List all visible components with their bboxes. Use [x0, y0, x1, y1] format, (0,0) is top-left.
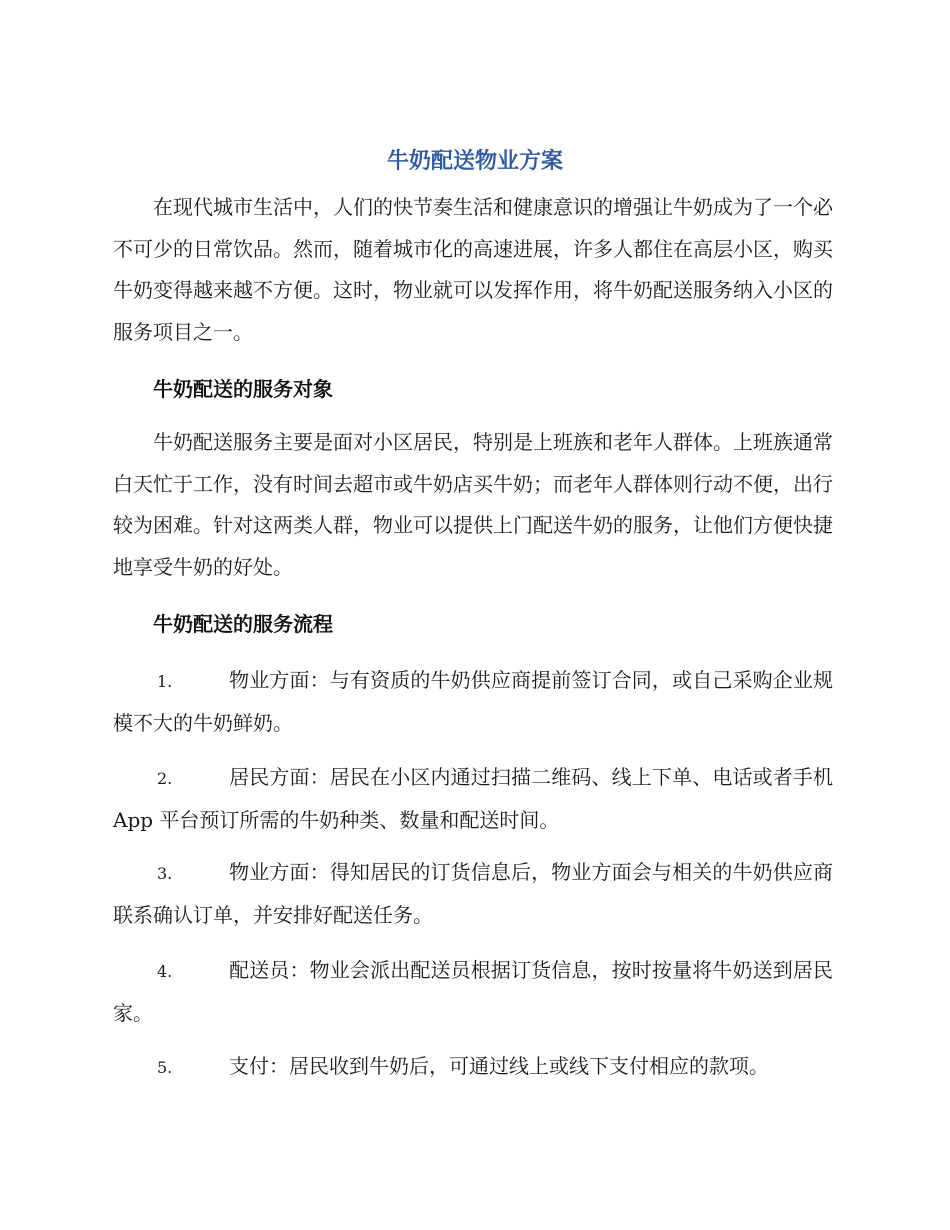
list-item — [113, 852, 833, 936]
list-number: 2. — [157, 769, 173, 788]
document-title: 牛奶配送物业方案 — [386, 149, 563, 174]
section-heading-service-target: 牛奶配送的服务对象 — [153, 377, 333, 401]
section-heading-service-process: 牛奶配送的服务流程 — [153, 612, 333, 636]
list-text: 配送员：物业会派出配送员根据订货信息，按时按量将牛奶送到居民家。 — [113, 958, 833, 1025]
list-text: 物业方面：与有资质的牛奶供应商提前签订合同，或自己采购企业规模不大的牛奶鲜奶。 — [113, 668, 833, 735]
list-text: 物业方面：得知居民的订货信息后，物业方面会与相关的牛奶供应商联系确认订单，并安排好配送任务。 — [113, 860, 833, 927]
service-target-paragraph: 牛奶配送服务主要是面对小区居民，特别是上班族和老年人群体。上班族通常白天忙于工作，没有时间去超市或牛奶店买牛奶；而老年人群体则行动不便，出行较为困难。针对这两类人群，物业可以提供上门配送牛奶的服务，让他们方便快捷地享受牛奶的好处。 — [113, 430, 833, 579]
list-item — [113, 660, 833, 744]
list-number: 5. — [157, 1058, 173, 1077]
list-number: 1. — [157, 672, 173, 691]
list-item — [113, 950, 833, 1034]
list-item — [113, 1046, 833, 1089]
list-item — [113, 757, 833, 841]
list-text: 居民方面：居民在小区内通过扫描二维码、线上下单、电话或者手机 App 平台预订所需的牛奶种类、数量和配送时间。 — [113, 765, 833, 832]
list-text: 支付：居民收到牛奶后，可通过线上或线下支付相应的款项。 — [229, 1054, 769, 1078]
intro-paragraph: 在现代城市生活中，人们的快节奏生活和健康意识的增强让牛奶成为了一个必不可少的日常饮品。然而，随着城市化的高速进展，许多人都住在高层小区，购买牛奶变得越来越不方便。这时，物业就可以发挥作用，将牛奶配送服务纳入小区的服务项目之一。 — [113, 195, 833, 344]
list-number: 3. — [157, 864, 173, 883]
list-number: 4. — [157, 962, 173, 981]
